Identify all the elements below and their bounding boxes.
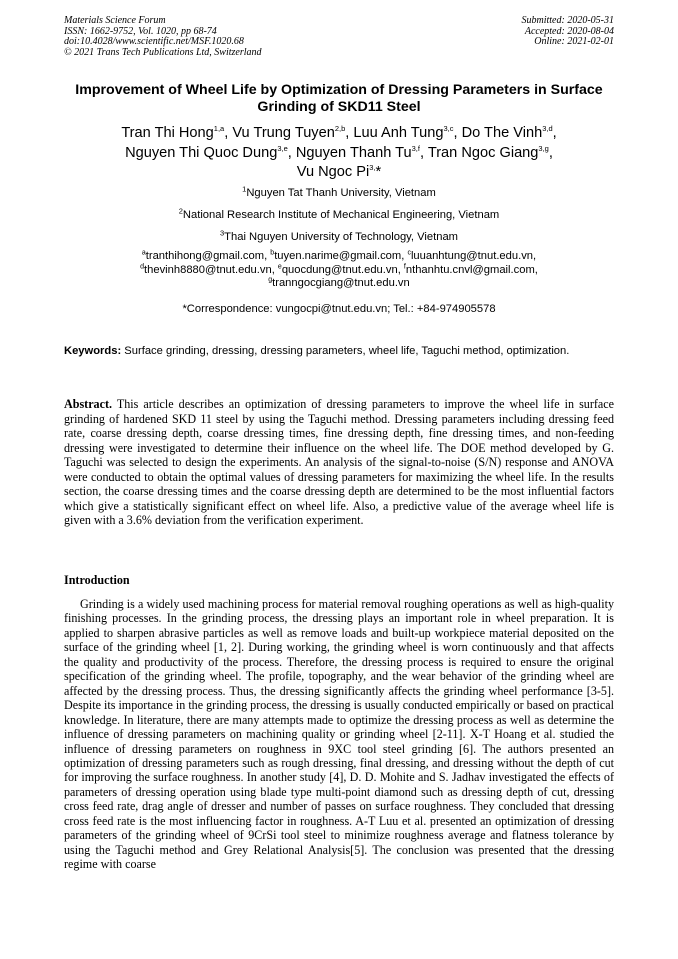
affiliation-3: $^3$Thai Nguyen University of Technology, Vietnam [220,228,458,243]
email-list: $^a$tranthihong@gmail.com, $^b$tuyen.narime@gmail.com, $^c$luuanhtung@tnut.edu.vn, $^d$thevinh8880@tnut.edu.vn, $^e$quocdung@tnut.edu.vn, $^f$nthanhtu.cnvl@gmail.com, $^g$tranngocgiang@tnut.edu.vn [140,249,538,289]
introduction-paragraph: Grinding is a widely used machining process for material removal roughing operations as well as high-quality finishing processes. In the grinding process, the dressing plays an important role in wheel preparation. It is applied to sharpen abrasive particles as well as remove loads and built-up workpiece material deposited on the surface of the grinding wheel [1, 2]. During working, the grinding wheel is worn continuously and that affects the quality and productivity of the process. Therefore, the dressing process is required to ensure the original specification of the grinding wheel. The profile, topography, and the wear behavior of the grinding wheel are affected by the dressing process. Thus, the dressing significantly affects the grinding wheel performance [3-5]. Despite its importance in the grinding process, the dressing is usually conducted empirically or based on practical knowledge. In literature, there are many attempts made to optimize the dressing process as well as determine the influence of dressing parameters on machining quality or grinding wheel [2-11]. X-T Hoang et al. studied the influence of dressing parameters on roughness in 9XC tool steel grinding [6]. The authors presented an optimization of dressing parameters such as rough dressing, final dressing, and dressing without the depth of cut for improving the surface roughness. In another study [4], D. D. Mohite and S. Jadhav investigated the effects of parameters of dressing operation using blade type multi-point diamond such as dressing depth of cut, dressing cross feed rate, drag angle of dresser and number of passes on surface roughness. They concluded that dressing cross feed rate is the most influencing factor in roughness. A-T Luu et al. presented an optimization of dressing parameters of the grinding wheel of 9CrSi tool steel to minimize roughness average and flatness tolerance by using the Taguchi method and Grey Relational Analysis[5]. The conclusion was presented that the dressing regime with coarse [64,597,614,872]
author: Nguyen Thanh Tu$^{3,f}$, [295,143,428,161]
abstract-label: Abstract. [64,397,113,411]
affiliation-2: $^2$National Research Institute of Mechanical Engineering, Vietnam [178,206,500,221]
author: Tran Ngoc Giang$^{3,g}$, [427,143,553,161]
journal-header [64,16,262,58]
author: Luu Anh Tung$^{3,c}$, [353,124,462,141]
author: Tran Thi Hong$^{1,a}$, [121,124,233,141]
author: Nguyen Thi Quoc Dung$^{3,e}$, [125,143,296,161]
keywords-text: Surface grinding, dressing, dressing parameters, wheel life, Taguchi method, optimization. [121,345,570,357]
accepted-date: Accepted: 2020-08-04 [524,25,614,37]
journal-name: Materials Science Forum [64,15,166,26]
email[interactable]: $^c$luuanhtung@tnut.edu.vn [407,249,534,262]
keywords [64,345,614,359]
paper-title: Improvement of Wheel Life by Optimization of Dressing Parameters in Surface Grinding of SKD11 Steel [75,82,603,115]
author: Do The Vinh$^{3,d}$, [461,124,557,141]
author-list [48,124,630,183]
corresponding-asterisk: * [375,164,382,180]
email[interactable]: $^f$nthanhtu.cnvl@gmail.com [403,262,535,276]
affiliation-1: $^1$Nguyen Tat Thanh University, Vietnam [242,184,436,199]
author: Vu Ngoc $Pi^{3,}*$ [296,163,382,180]
email[interactable]: $^a$tranthihong@gmail.com [141,249,265,262]
submitted-date: Submitted: 2020-05-31 [521,15,614,26]
journal-copyright: © 2021 Trans Tech Publications Ltd, Switzerland [64,46,262,58]
dates-header [522,16,615,48]
email[interactable]: $^b$tuyen.narime@gmail.com [270,249,402,262]
email[interactable]: $^e$quocdung@tnut.edu.vn [277,262,398,276]
abstract [64,397,614,528]
journal-issn: ISSN: 1662-9752, Vol. 1020, pp 68-74 [64,25,217,37]
introduction-heading: Introduction [64,573,130,587]
email[interactable]: $^d$thevinh8880@tnut.edu.vn [140,262,272,276]
email[interactable]: $^g$tranngocgiang@tnut.edu.vn [268,276,410,289]
author: Vu Trung Tuyen$^{2,b}$, [232,124,354,141]
online-date: Online: 2021-02-01 [534,36,614,47]
journal-doi: doi:10.4028/www.scientific.net/MSF.1020.68 [64,36,244,47]
correspondence: *Correspondence: vungocpi@tnut.edu.vn; Tel.: +84-974905578 [182,303,496,315]
abstract-text: This article describes an optimization of dressing parameters to improve the wheel life in surface grinding of hardened SKD 11 steel by using the Taguchi method. Dressing parameters including dressing feed rate, coarse dressing depth, coarse dressing times, fine dressing depth, fine dressing times, and non-feeding dressing were investigated to determine their influence on the wheel life. The DOE method developed by G. Taguchi was selected to design the experiments. An analysis of the signal-to-noise (S/N) response and ANOVA were conducted to obtain the optimal values of dressing parameters for maximizing the wheel life. In the results section, the coarse dressing times and the coarse dressing depth are determined to be the most influential factors which give a statistically significant effect on wheel life. Also, a predictive value of the average wheel life is given with a 3.6% deviation from the verification experiment. [64,397,614,527]
keywords-label: Keywords: [64,345,122,357]
